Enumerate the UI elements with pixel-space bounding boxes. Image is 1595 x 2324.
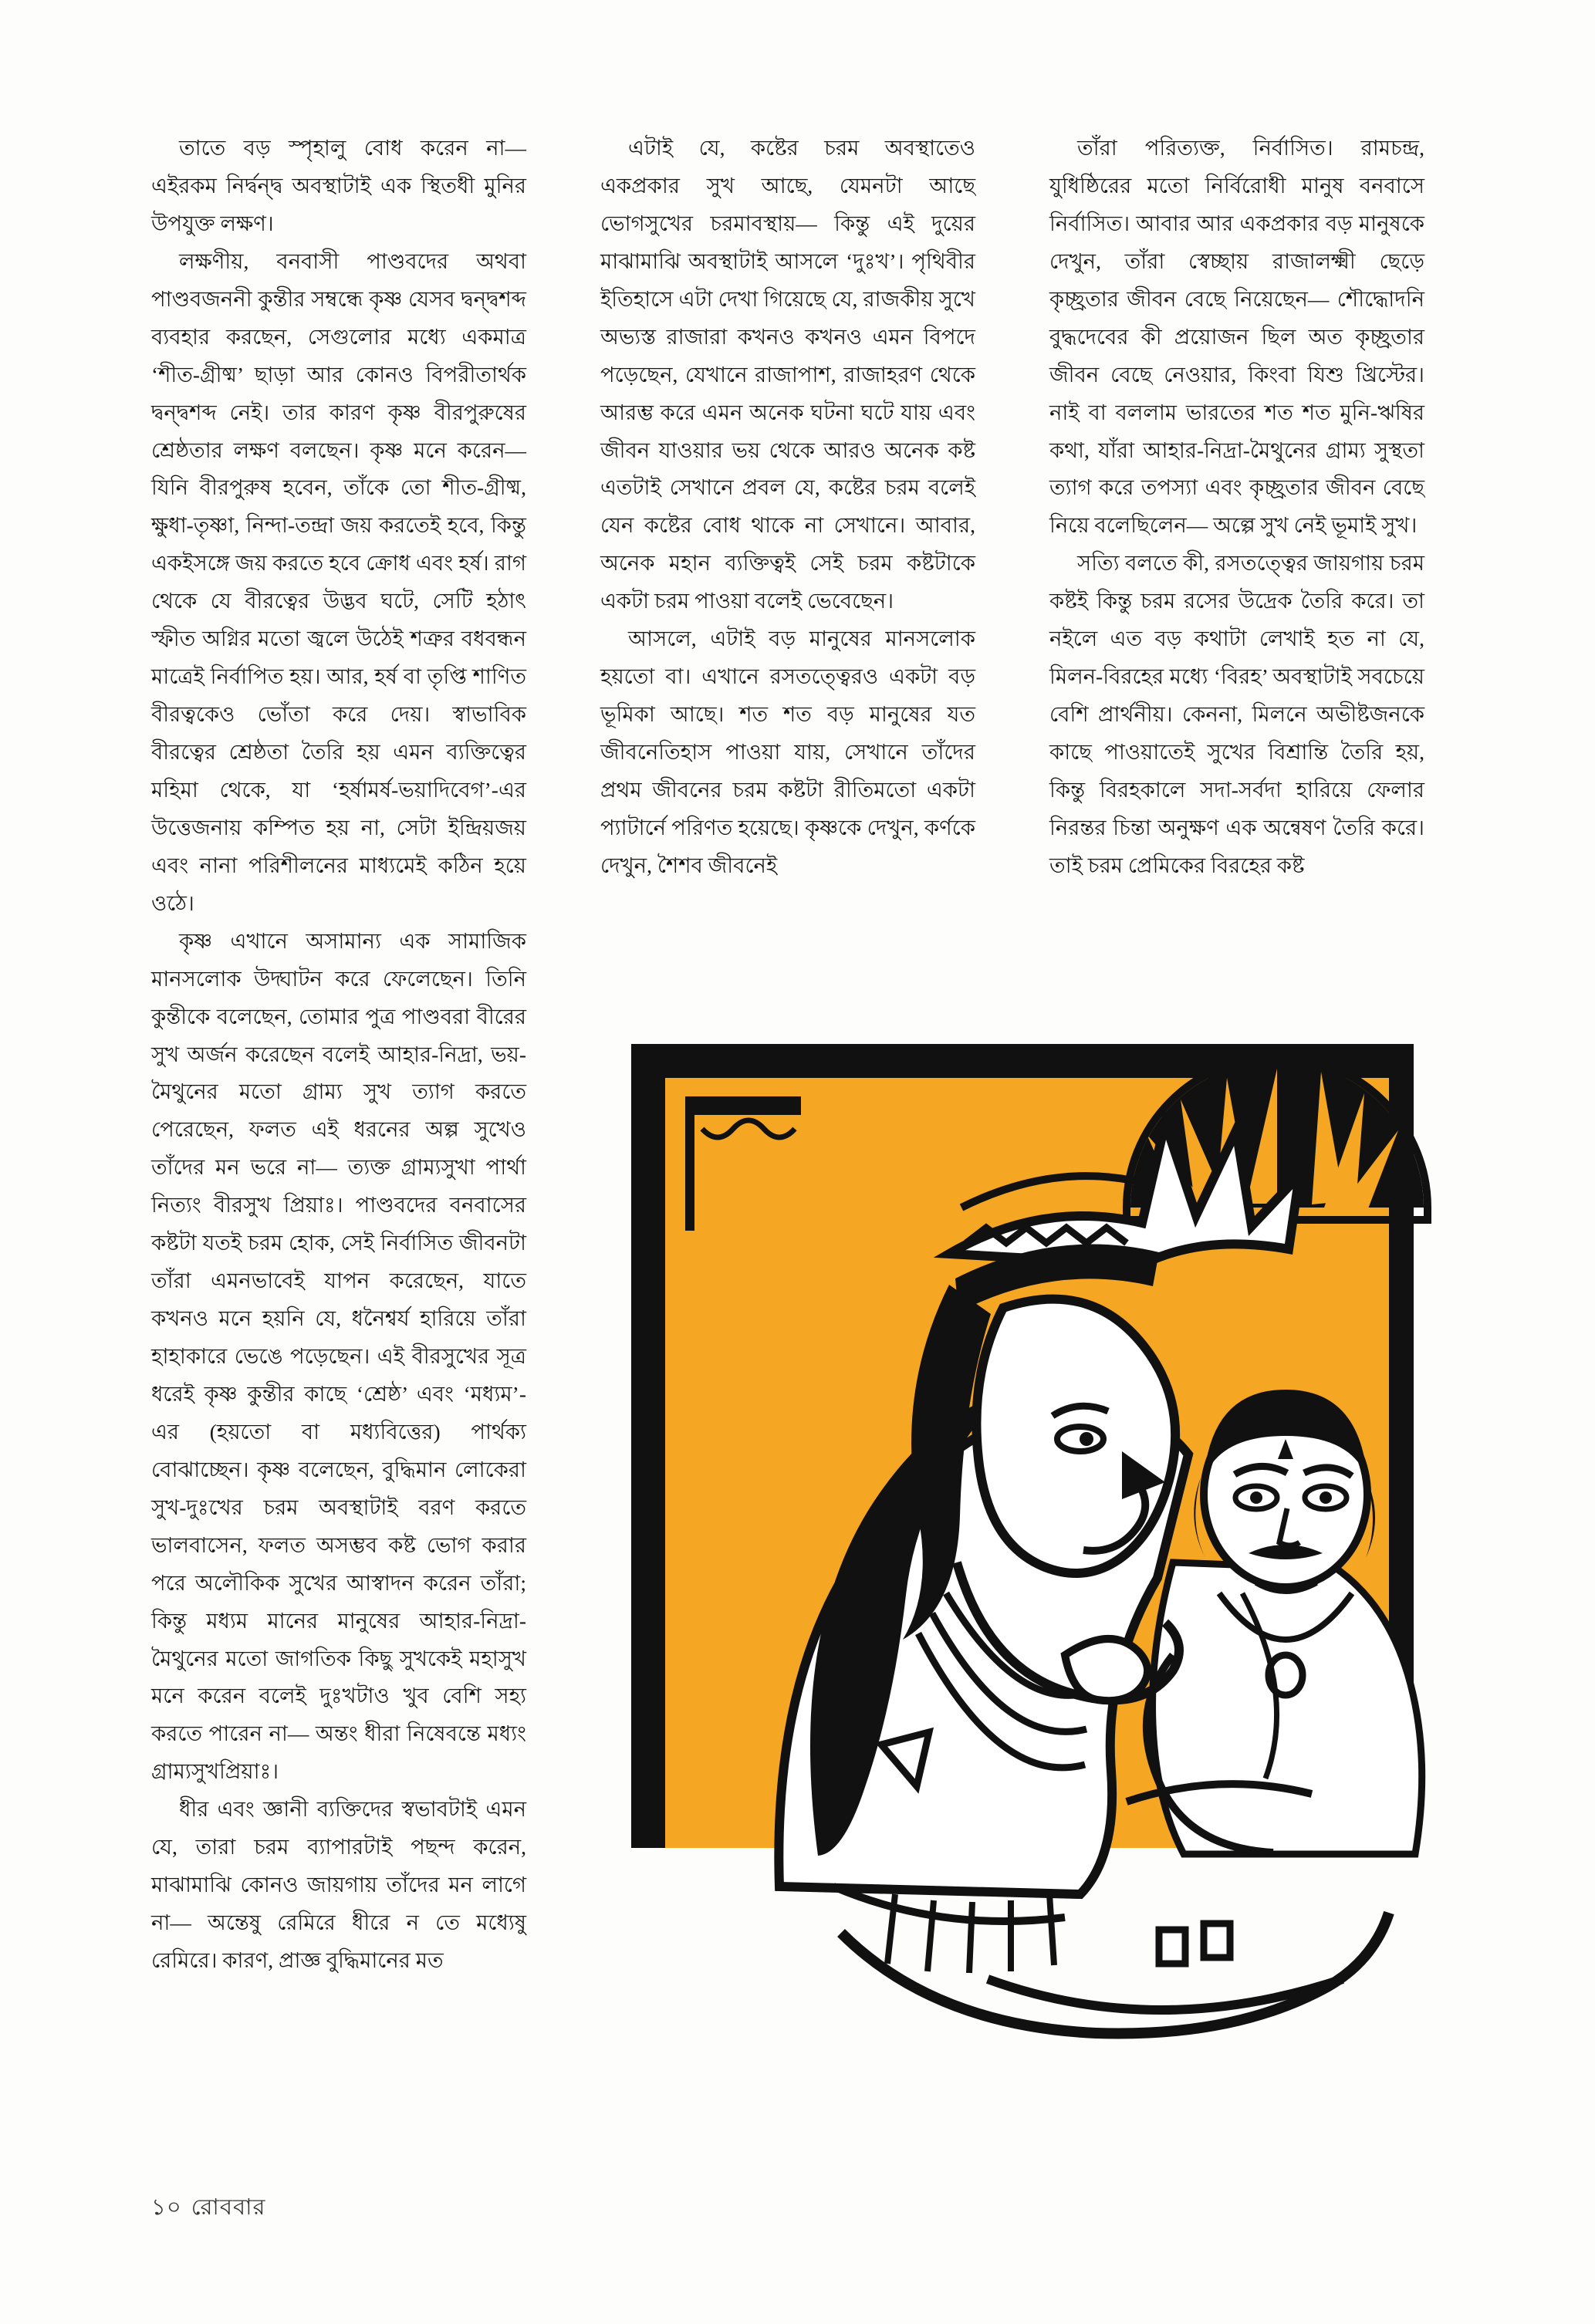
paragraph: তাঁরা পরিত্যক্ত, নির্বাসিত। রামচন্দ্র, যুধিষ্ঠিরের মতো নির্বিরোধী মানুষ বনবাসে নির্বাসিত। আবার আর একপ্রকার বড় মানুষকে দেখুন, তাঁরা স্বেচ্ছায় রাজালক্ষ্মী ছেড়ে কৃচ্ছ্রতার জীবন বেছে নিয়েছেন— শৌদ্ধোদনি বুদ্ধদেবের কী প্রয়োজন ছিল অত কৃচ্ছ্রতার জীবন বেছে নেওয়ার, কিংবা যিশু খ্রিস্টের। নাই বা বললাম ভারতের শত শত মুনি-ঋষির কথা, যাঁরা আহার-নিদ্রা-মৈথুনের গ্রাম্য সুস্থতা ত্যাগ করে তপস্যা এবং কৃচ্ছ্রতার জীবন বেছে নিয়ে বলেছিলেন— অল্পে সুখ নেই ভূমাই সুখ। bbox=[1049, 136, 1424, 538]
folio-number: ১০ bbox=[151, 2195, 182, 2220]
krishna-and-kunti-illustration bbox=[586, 976, 1455, 2114]
folio-label: রোববার bbox=[191, 2195, 266, 2220]
text-column-2 bbox=[600, 130, 975, 885]
paragraph: ধীর এবং জ্ঞানী ব্যক্তিদের স্বভাবটাই এমন যে, তারা চরম ব্যাপারটাই পছন্দ করেন, মাঝামাঝি কোনও জায়গায় তাঁদের মন লাগে না— অন্তেষু রেমিরে ধীরে ন তে মধ্যেষু রেমিরে। কারণ, প্রাজ্ঞ বুদ্ধিমানের মত bbox=[151, 1797, 526, 1972]
paragraph: সত্যি বলতে কী, রসতত্ত্বের জায়গায় চরম কষ্টই কিন্তু চরম রসের উদ্রেক তৈরি করে। তা নইলে এত বড় কথাটা লেখাই হত না যে, মিলন-বিরহের মধ্যে ‘বিরহ’ অবস্থাটাই সবচেয়ে বেশি প্রার্থনীয়। কেননা, মিলনে অভীষ্টজনকে কাছে পাওয়াতেই সুখের বিশ্রান্তি তৈরি হয়, কিন্তু বিরহকালে সদা-সর্বদা হারিয়ে ফেলার নিরন্তর চিন্তা অনুক্ষণ এক অন্বেষণ তৈরি করে। তাই চরম প্রেমিকের বিরহের কষ্ট bbox=[1049, 551, 1424, 877]
paragraph: লক্ষণীয়, বনবাসী পাণ্ডবদের অথবা পাণ্ডবজননী কুন্তীর সম্বন্ধে কৃষ্ণ যেসব দ্বন্দ্বশব্দ ব্যবহার করছেন, সেগুলোর মধ্যে একমাত্র ‘শীত-গ্রীষ্ম’ ছাড়া আর কোনও বিপরীতার্থক দ্বন্দ্বশব্দ নেই। তার কারণ কৃষ্ণ বীরপুরুষের শ্রেষ্ঠতার লক্ষণ বলছেন। কৃষ্ণ মনে করেন— যিনি বীরপুরুষ হবেন, তাঁকে তো শীত-গ্রীষ্ম, ক্ষুধা-তৃষ্ণা, নিন্দা-তন্দ্রা জয় করতেই হবে, কিন্তু একইসঙ্গে জয় করতে হবে ক্রোধ এবং হর্ষ। রাগ থেকে যে বীরত্বের উদ্ভব ঘটে, সেটি হঠাৎ স্ফীত অগ্নির মতো জ্বলে উঠেই শত্রুর বধবন্ধন মাত্রেই নির্বাপিত হয়। আর, হর্ষ বা তৃপ্তি শাণিত বীরত্বকেও ভোঁতা করে দেয়। স্বাভাবিক বীরত্বের শ্রেষ্ঠতা তৈরি হয় এমন ব্যক্তিত্বের মহিমা থেকে, যা ‘হর্ষামর্ষ-ভয়াদিবেগ’-এর উত্তেজনায় কম্পিত হয় না, সেটা ইন্দ্রিয়জয় এবং নানা পরিশীলনের মাধ্যমেই কঠিন হয়ে ওঠে। bbox=[151, 248, 526, 915]
paragraph: আসলে, এটাই বড় মানুষের মানসলোক হয়তো বা। এখানে রসতত্ত্বেরও একটা বড় ভূমিকা আছে। শত শত বড় মানুষের যত জীবনেতিহাস পাওয়া যায়, সেখানে তাঁদের প্রথম জীবনের চরম কষ্টটা রীতিমতো একটা প্যাটার্নে পরিণত হয়েছে। কৃষ্ণকে দেখুন, কর্ণকে দেখুন, শৈশব জীবনেই bbox=[600, 627, 975, 877]
paragraph: এটাই যে, কষ্টের চরম অবস্থাতেও একপ্রকার সুখ আছে, যেমনটা আছে ভোগসুখের চরমাবস্থায়— কিন্তু এই দুয়ের মাঝামাঝি অবস্থাটাই আসলে ‘দুঃখ’। পৃথিবীর ইতিহাসে এটা দেখা গিয়েছে যে, রাজকীয় সুখে অভ্যস্ত রাজারা কখনও কখনও এমন বিপদে পড়েছেন, যেখানে রাজাপাশ, রাজাহরণ থেকে আরম্ভ করে এমন অনেক ঘটনা ঘটে যায় এবং জীবন যাওয়ার ভয় থেকে আরও অনেক কষ্ট এতটাই সেখানে প্রবল যে, কষ্টের চরম বলেই যেন কষ্টের বোধ থাকে না সেখানে। আবার, অনেক মহান ব্যক্তিত্বই সেই চরম কষ্টটাকে একটা চরম পাওয়া বলেই ভেবেছেন। bbox=[600, 136, 975, 613]
paragraph: কৃষ্ণ এখানে অসামান্য এক সামাজিক মানসলোক উদ্ঘাটন করে ফেলেছেন। তিনি কুন্তীকে বলেছেন, তোমার পুত্র পাণ্ডবরা বীরের সুখ অর্জন করেছেন বলেই আহার-নিদ্রা, ভয়-মৈথুনের মতো গ্রাম্য সুখ ত্যাগ করতে পেরেছেন, ফলত এই ধরনের অল্প সুখেও তাঁদের মন ভরে না— ত্যক্ত গ্রাম্যসুখা পার্থা নিত্যং বীরসুখ প্রিয়াঃ। পাণ্ডবদের বনবাসের কষ্টটা যতই চরম হোক, সেই নির্বাসিত জীবনটা তাঁরা এমনভাবেই যাপন করেছেন, যাতে কখনও মনে হয়নি যে, ধনৈশ্বর্য হারিয়ে তাঁরা হাহাকারে ভেঙে পড়েছেন। এই বীরসুখের সূত্র ধরেই কৃষ্ণ কুন্তীর কাছে ‘শ্রেষ্ঠ’ এবং ‘মধ্যম’-এর (হয়তো বা মধ্যবিত্তের) পার্থক্য বোঝাচ্ছেন। কৃষ্ণ বলেছেন, বুদ্ধিমান লোকেরা সুখ-দুঃখের চরম অবস্থাটাই বরণ করতে ভালবাসেন, ফলত অসম্ভব কষ্ট ভোগ করার পরে অলৌকিক সুখের আস্বাদন করেন তাঁরা; কিন্তু মধ্যম মানের মানুষের আহার-নিদ্রা-মৈথুনের মতো জাগতিক কিছু সুখকেই মহাসুখ মনে করেন বলেই দুঃখটাও খুব বেশি সহ্য করতে পারেন না— অন্তং ধীরা নিষেবন্তে মধ্যং গ্রাম্যসুখপ্রিয়াঃ। bbox=[151, 928, 526, 1784]
text-column-1 bbox=[151, 130, 526, 1980]
page-footer bbox=[151, 2190, 265, 2228]
paragraph: তাতে বড় স্পৃহালু বোধ করেন না— এইরকম নির্দ্বন্দ্ব অবস্থাটাই এক স্থিতধী মুনির উপযুক্ত লক্ষণ। bbox=[151, 136, 526, 235]
text-column-3 bbox=[1049, 130, 1424, 885]
